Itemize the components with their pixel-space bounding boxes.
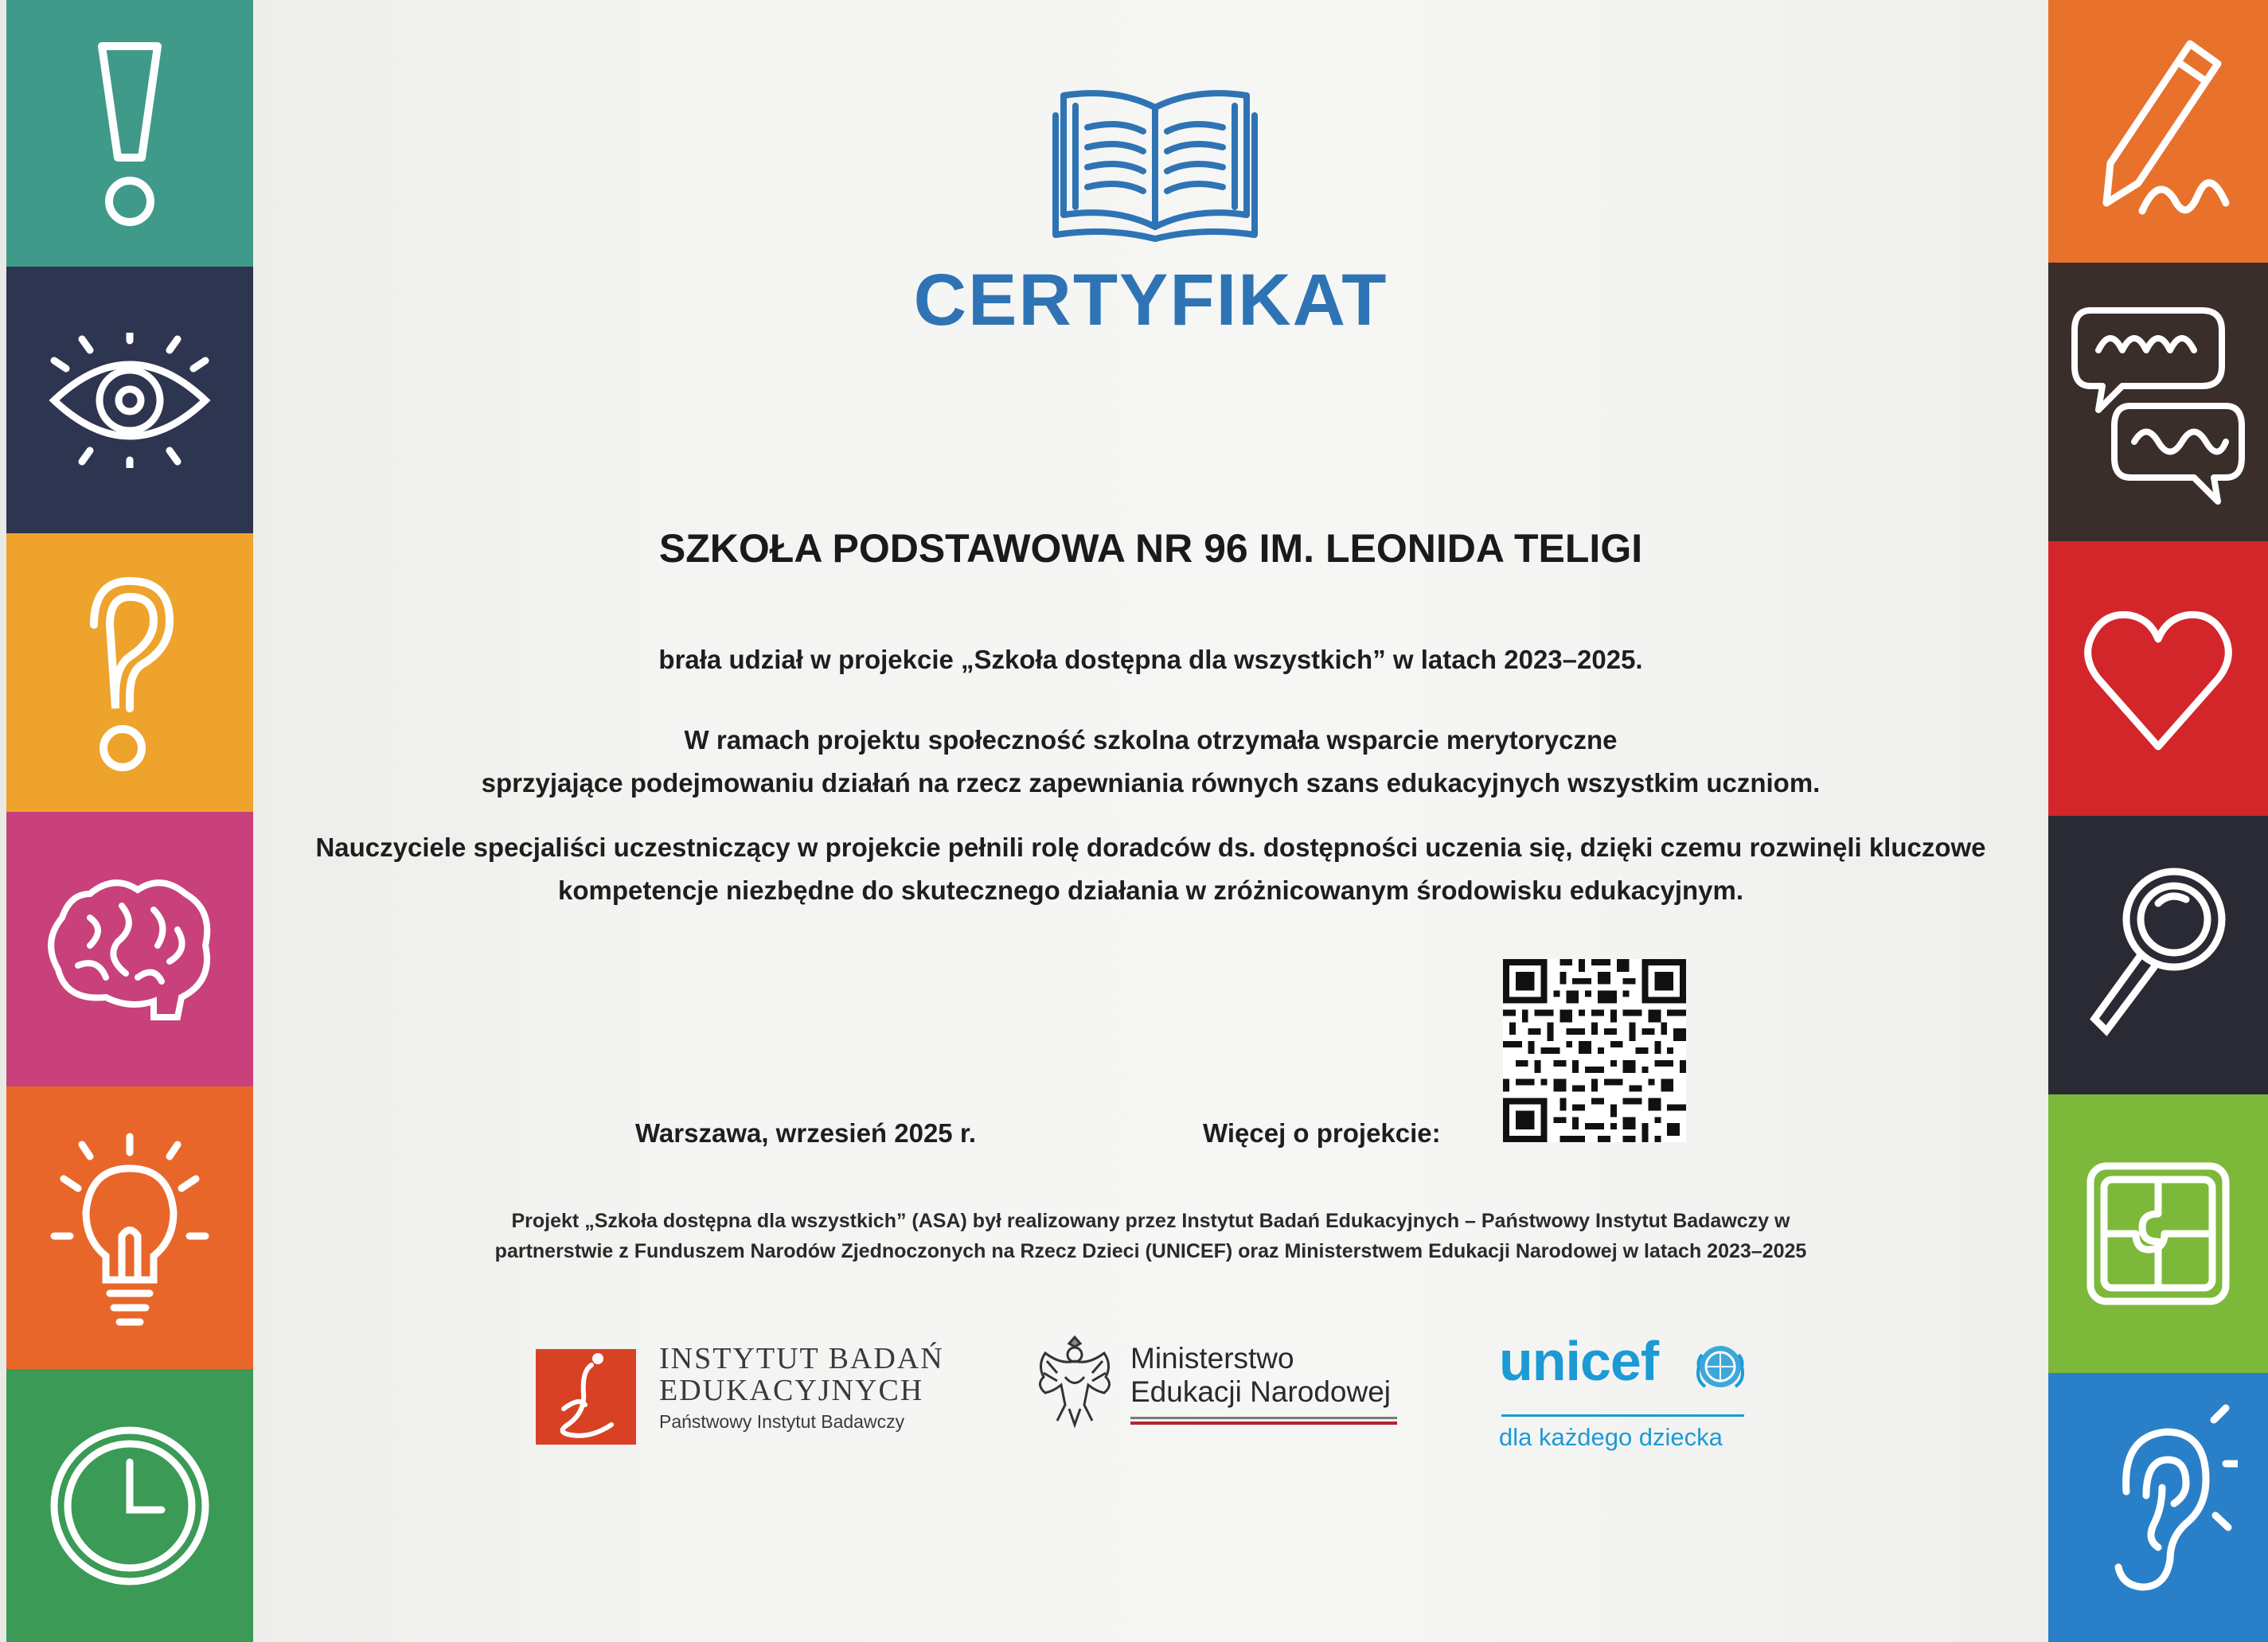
heart-icon bbox=[2079, 599, 2238, 759]
teachers-paragraph bbox=[253, 826, 2048, 912]
ibe-name-line-2: EDUKACYJNYCH bbox=[659, 1374, 924, 1407]
right-band-6 bbox=[2048, 1373, 2268, 1642]
men-divider-red bbox=[1130, 1422, 1397, 1425]
certificate-content bbox=[253, 0, 2048, 1642]
support-paragraph bbox=[253, 719, 2048, 805]
men-divider-gray bbox=[1130, 1417, 1397, 1419]
right-band-4 bbox=[2048, 816, 2268, 1094]
men-name-line-1: Ministerstwo bbox=[1130, 1342, 1294, 1375]
speech-bubbles-icon bbox=[2067, 294, 2250, 509]
pencil-icon bbox=[2079, 32, 2238, 231]
puzzle-icon bbox=[2079, 1154, 2238, 1313]
lightbulb-icon bbox=[46, 1125, 213, 1332]
left-band-1 bbox=[6, 0, 253, 267]
project-footer-line-1: Projekt „Szkoła dostępna dla wszystkich” (ASA) był realizowany przez Instytut Badań Edukacyjnych – Państwowy Instytut Badawczy w bbox=[511, 1210, 1790, 1232]
support-paragraph-line-1: W ramach projektu społeczność szkolna otrzymała wsparcie merytoryczne bbox=[684, 725, 1618, 755]
right-band-3 bbox=[2048, 541, 2268, 816]
ibe-subtitle: Państwowy Instytut Badawczy bbox=[659, 1411, 905, 1432]
teachers-paragraph-line-1: Nauczyciele specjaliści uczestniczący w projekcie pełnili rolę doradców ds. dostępności uczenia się, dzięki czemu rozwinęli kluczowe bbox=[315, 833, 1986, 862]
ear-icon bbox=[2079, 1404, 2238, 1611]
clock-icon bbox=[42, 1418, 217, 1593]
qr-code[interactable] bbox=[1503, 959, 1686, 1142]
left-band-6 bbox=[6, 1369, 253, 1642]
brain-icon bbox=[42, 870, 217, 1029]
open-book-icon bbox=[1052, 84, 1259, 243]
place-and-date: Warszawa, wrzesień 2025 r. bbox=[635, 1118, 977, 1148]
teachers-paragraph-line-2: kompetencje niezbędne do skutecznego działania w zróżnicowanym środowisku edukacyjnym. bbox=[557, 876, 1744, 905]
polish-eagle-emblem bbox=[1029, 1329, 1121, 1433]
eye-icon bbox=[42, 333, 217, 468]
unicef-divider bbox=[1501, 1414, 1744, 1417]
right-band-5 bbox=[2048, 1094, 2268, 1373]
unicef-tagline: dla każdego dziecka bbox=[1499, 1423, 1723, 1451]
men-name-line-2: Edukacji Narodowej bbox=[1130, 1375, 1392, 1408]
more-info-label: Więcej o projekcie: bbox=[1203, 1118, 1441, 1148]
exclamation-icon bbox=[82, 30, 178, 237]
left-decorative-strip bbox=[6, 0, 253, 1642]
right-decorative-strip bbox=[2048, 0, 2268, 1642]
unicef-emblem bbox=[1694, 1340, 1747, 1393]
support-paragraph-line-2: sprzyjające podejmowaniu działań na rzecz zapewniania równych szans edukacyjnych wszystkim uczniom. bbox=[481, 768, 1821, 798]
left-band-5 bbox=[6, 1086, 253, 1369]
certificate-title: CERTYFIKAT bbox=[913, 259, 1388, 341]
project-footer bbox=[253, 1206, 2048, 1266]
left-band-3 bbox=[6, 533, 253, 812]
school-name: SZKOŁA PODSTAWOWA NR 96 IM. LEONIDA TELIGI bbox=[658, 526, 1643, 571]
left-band-2 bbox=[6, 267, 253, 533]
unicef-wordmark: unicef bbox=[1499, 1330, 1659, 1392]
right-band-2 bbox=[2048, 263, 2268, 541]
ibe-name-line-1: INSTYTUT BADAŃ bbox=[659, 1342, 944, 1375]
participation-statement: brała udział w projekcie „Szkoła dostępna dla wszystkich” w latach 2023–2025. bbox=[658, 645, 1643, 674]
project-footer-line-2: partnerstwie z Funduszem Narodów Zjednoczonych na Rzecz Dzieci (UNICEF) oraz Ministerstwem Edukacji Narodowej w latach 2023–2025 bbox=[494, 1240, 1807, 1262]
ibe-logo-mark bbox=[536, 1349, 636, 1445]
right-band-1 bbox=[2048, 0, 2268, 263]
question-icon bbox=[74, 569, 185, 776]
magnifier-icon bbox=[2079, 852, 2238, 1059]
left-band-4 bbox=[6, 812, 253, 1086]
